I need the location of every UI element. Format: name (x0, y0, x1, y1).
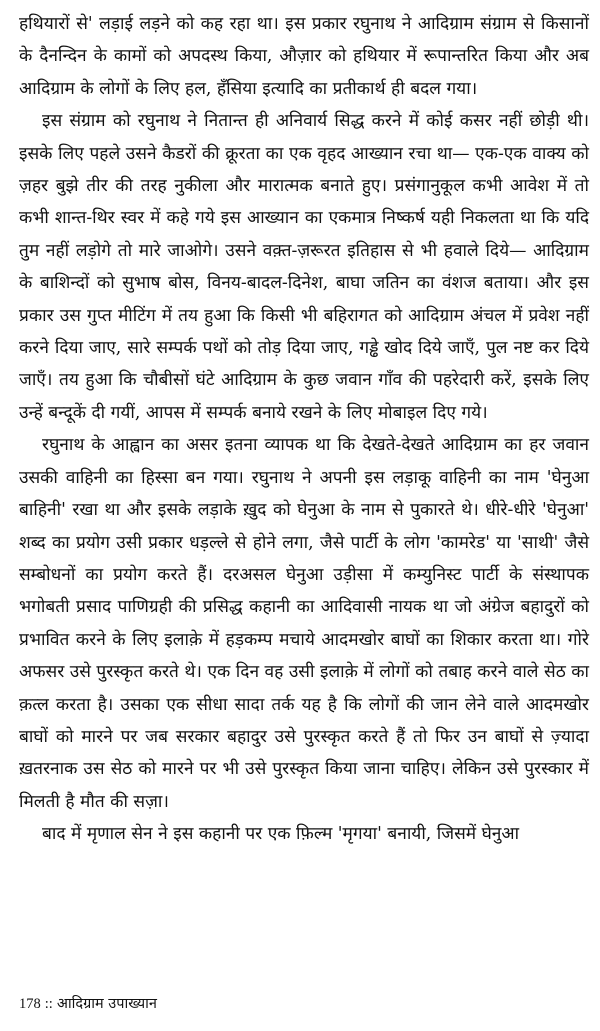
page-number: 178 (19, 996, 41, 1012)
paragraph-3: रघुनाथ के आह्वान का असर इतना व्यापक था कि देखते-देखते आदिग्राम का हर जवान उसकी वाहिनी का हिस्सा बन गया। रघुनाथ ने अपनी इस लड़ाकू वाहिनी का नाम 'घेनुआ बाहिनी' रखा था और इसके लड़ाके ख़ुद को घेनुआ के नाम से पुकारते थे। धीरे-धीरे 'घेनुआ' शब्द का प्रयोग उसी प्रकार धड़ल्ले से होने लगा, जैसे पार्टी के लोग 'कामरेड' या 'साथी' जैसे सम्बोधनों का प्रयोग करते हैं। दरअसल घेनुआ उड़ीसा में कम्युनिस्ट पार्टी के संस्थापक भगोबती प्रसाद पाणिग्रही की प्रसिद्ध कहानी का आदिवासी नायक था जो अंग्रेज बहादुरों को प्रभावित करने के लिए इलाक़े में हड़कम्प मचाये आदमखोर बाघों का शिकार करता था। गोरे अफसर उसे पुरस्कृत करते थे। एक दिन वह उसी इलाक़े में लोगों को तबाह करने वाले सेठ का क़त्ल करता है। उसका एक सीधा सादा तर्क यह है कि लोगों की जान लेने वाले आदमखोर बाघों को मारने पर जब सरकार बहादुर उसे पुरस्कृत करते हैं तो फिर उन बाघों से ज़्यादा ख़तरनाक उस सेठ को मारने पर भी उसे पुरस्कृत किया जाना चाहिए। लेकिन उसे पुरस्कार में मिलती है मौत की सज़ा। (19, 435, 589, 812)
book-title: आदिग्राम उपाख्यान (56, 996, 157, 1012)
paragraph-1: हथियारों से' लड़ाई लड़ने को कह रहा था। इस प्रकार रघुनाथ ने आदिग्राम संग्राम से किसानों के दैनन्दिन के कामों को अपदस्थ किया, औज़ार को हथियार में रूपान्तरित किया और अब आदिग्राम के लोगों के लिए हल, हँसिया इत्यादि का प्रतीकार्थ ही बदल गया। (19, 14, 589, 99)
page-body (19, 8, 589, 851)
footer-separator: :: (44, 996, 53, 1012)
page-footer (19, 993, 157, 1015)
paragraph-2: इस संग्राम को रघुनाथ ने नितान्त ही अनिवार्य सिद्ध करने में कोई कसर नहीं छोड़ी थी। इसके लिए पहले उसने कैडरों की क्रूरता का एक वृहद आख्यान रचा था— एक-एक वाक्य को ज़हर बुझे तीर की तरह नुकीला और मारात्मक बनाते हुए। प्रसंगानुकूल कभी आवेश में तो कभी शान्त-थिर स्वर में कहे गये इस आख्यान का एकमात्र निष्कर्ष यही निकलता था कि यदि तुम नहीं लड़ोगे तो मारे जाओगे। उसने वक़्त-ज़रूरत इतिहास से भी हवाले दिये— आदिग्राम के बाशिन्दों को सुभाष बोस, विनय-बादल-दिनेश, बाघा जतिन का वंशज बताया। और इस प्रकार उस गुप्त मीटिंग में तय हुआ कि किसी भी बहिरागत को आदिग्राम अंचल में प्रवेश नहीं करने दिया जाए, सारे सम्पर्क पथों को तोड़ दिया जाए, गड्ढे खोद दिये जाएँ, पुल नष्ट कर दिये जाएँ। तय हुआ कि चौबीसों घंटे आदिग्राम के कुछ जवान गाँव की पहरेदारी करें, इसके लिए उन्हें बन्दूकें दी गयीं, आपस में सम्पर्क बनाये रखने के लिए मोबाइल दिए गये। (19, 111, 589, 423)
paragraph-4: बाद में मृणाल सेन ने इस कहानी पर एक फ़िल्म 'मृगया' बनायी, जिसमें घेनुआ (42, 824, 520, 845)
